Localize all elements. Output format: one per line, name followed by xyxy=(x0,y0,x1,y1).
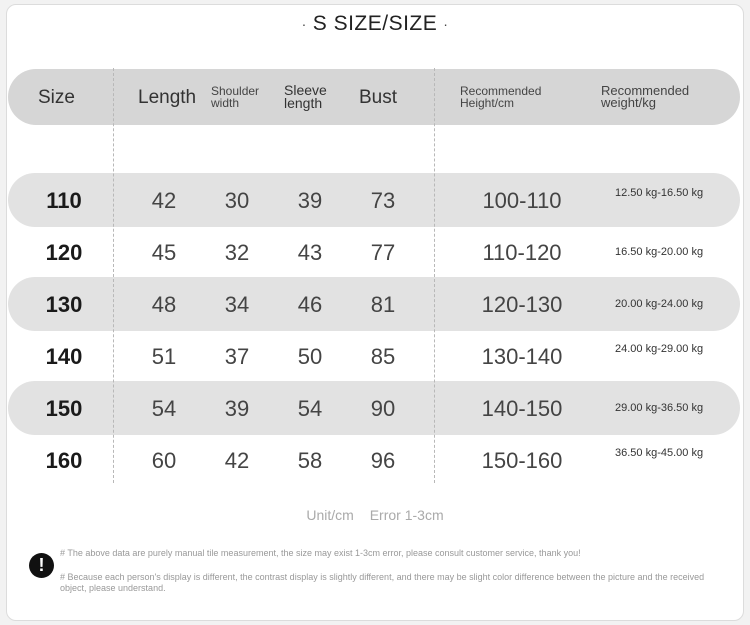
header-sleeve-line2: length xyxy=(284,95,323,111)
header-weight-line1: Recommended xyxy=(601,83,690,98)
row-sleeve: 43 xyxy=(297,240,323,265)
header-shoulder-line1: Shoulder xyxy=(211,84,260,98)
row-bust: 73 xyxy=(370,188,396,213)
row-bust: 90 xyxy=(370,396,396,421)
header-shoulder-line2: width xyxy=(211,96,240,110)
header-size: Size xyxy=(38,87,75,108)
column-divider-left xyxy=(113,68,114,483)
row-weight: 16.50 kg-20.00 kg xyxy=(615,246,704,258)
header-sleeve-line1: Sleeve xyxy=(284,82,327,98)
measurement-note xyxy=(0,507,750,523)
title-dot-right: · xyxy=(443,16,449,33)
row-sleeve: 58 xyxy=(297,448,323,473)
row-weight: 12.50 kg-16.50 kg xyxy=(615,187,704,199)
row-size: 120 xyxy=(45,240,83,265)
header-height-line2: Height/cm xyxy=(460,96,515,110)
row-height: 130-140 xyxy=(481,344,563,369)
header-shoulder-width xyxy=(211,85,259,109)
row-size: 130 xyxy=(45,292,83,317)
row-length: 54 xyxy=(151,396,177,421)
header-sleeve-length xyxy=(284,84,327,110)
row-shoulder: 37 xyxy=(224,344,250,369)
table-row xyxy=(8,277,740,331)
row-size: 150 xyxy=(45,396,83,421)
table-row xyxy=(8,225,740,279)
title-dot-left: · xyxy=(301,16,307,33)
row-sleeve: 54 xyxy=(297,396,323,421)
row-size: 160 xyxy=(45,448,83,473)
row-shoulder: 30 xyxy=(224,188,250,213)
row-sleeve: 39 xyxy=(297,188,323,213)
header-height-line1: Recommended xyxy=(460,84,542,98)
header-length: Length xyxy=(138,87,197,108)
table-row xyxy=(8,433,740,487)
row-length: 42 xyxy=(151,188,177,213)
row-shoulder: 34 xyxy=(224,292,250,317)
row-length: 51 xyxy=(151,344,177,369)
row-height: 100-110 xyxy=(482,188,562,213)
row-weight: 20.00 kg-24.00 kg xyxy=(615,298,704,310)
row-height: 150-160 xyxy=(481,448,563,473)
row-length: 60 xyxy=(151,448,177,473)
table-header xyxy=(8,69,740,125)
header-bust: Bust xyxy=(359,87,398,108)
chart-title xyxy=(0,12,750,36)
row-size: 140 xyxy=(45,344,83,369)
row-bust: 96 xyxy=(370,448,396,473)
row-height: 140-150 xyxy=(481,396,563,421)
row-bust: 85 xyxy=(370,344,396,369)
table-row xyxy=(8,381,740,435)
error-label: Error 1-3cm xyxy=(369,507,444,523)
header-recommended-weight xyxy=(601,85,689,109)
row-weight: 24.00 kg-29.00 kg xyxy=(615,343,704,355)
table-row xyxy=(8,329,740,383)
disclaimer-note-1: # The above data are purely manual tile measurement, the size may exist 1-3cm error, please consult customer service, thank you! xyxy=(60,548,581,558)
row-bust: 81 xyxy=(370,292,396,317)
disclaimer-note-2: # Because each person's display is different, the contrast display is slightly different, and there may be slight color difference between the picture and the received object, please understand. xyxy=(60,572,705,593)
unit-label: Unit/cm xyxy=(306,507,354,523)
row-weight: 36.50 kg-45.00 kg xyxy=(615,447,704,459)
header-recommended-height xyxy=(460,85,541,109)
row-height: 120-130 xyxy=(481,292,563,317)
row-shoulder: 32 xyxy=(224,240,250,265)
row-height: 110-120 xyxy=(482,240,562,265)
row-length: 48 xyxy=(151,292,177,317)
header-weight-line2: weight/kg xyxy=(601,95,656,110)
row-sleeve: 46 xyxy=(297,292,323,317)
table-row xyxy=(8,173,740,227)
row-length: 45 xyxy=(151,240,177,265)
row-bust: 77 xyxy=(370,240,396,265)
row-shoulder: 39 xyxy=(224,396,250,421)
row-size: 110 xyxy=(46,188,82,213)
row-weight: 29.00 kg-36.50 kg xyxy=(615,402,704,414)
row-sleeve: 50 xyxy=(297,344,323,369)
warning-icon: ! xyxy=(29,553,54,578)
chart-title-text: S SIZE/SIZE xyxy=(312,12,438,35)
column-divider-right xyxy=(434,68,435,483)
row-shoulder: 42 xyxy=(224,448,250,473)
